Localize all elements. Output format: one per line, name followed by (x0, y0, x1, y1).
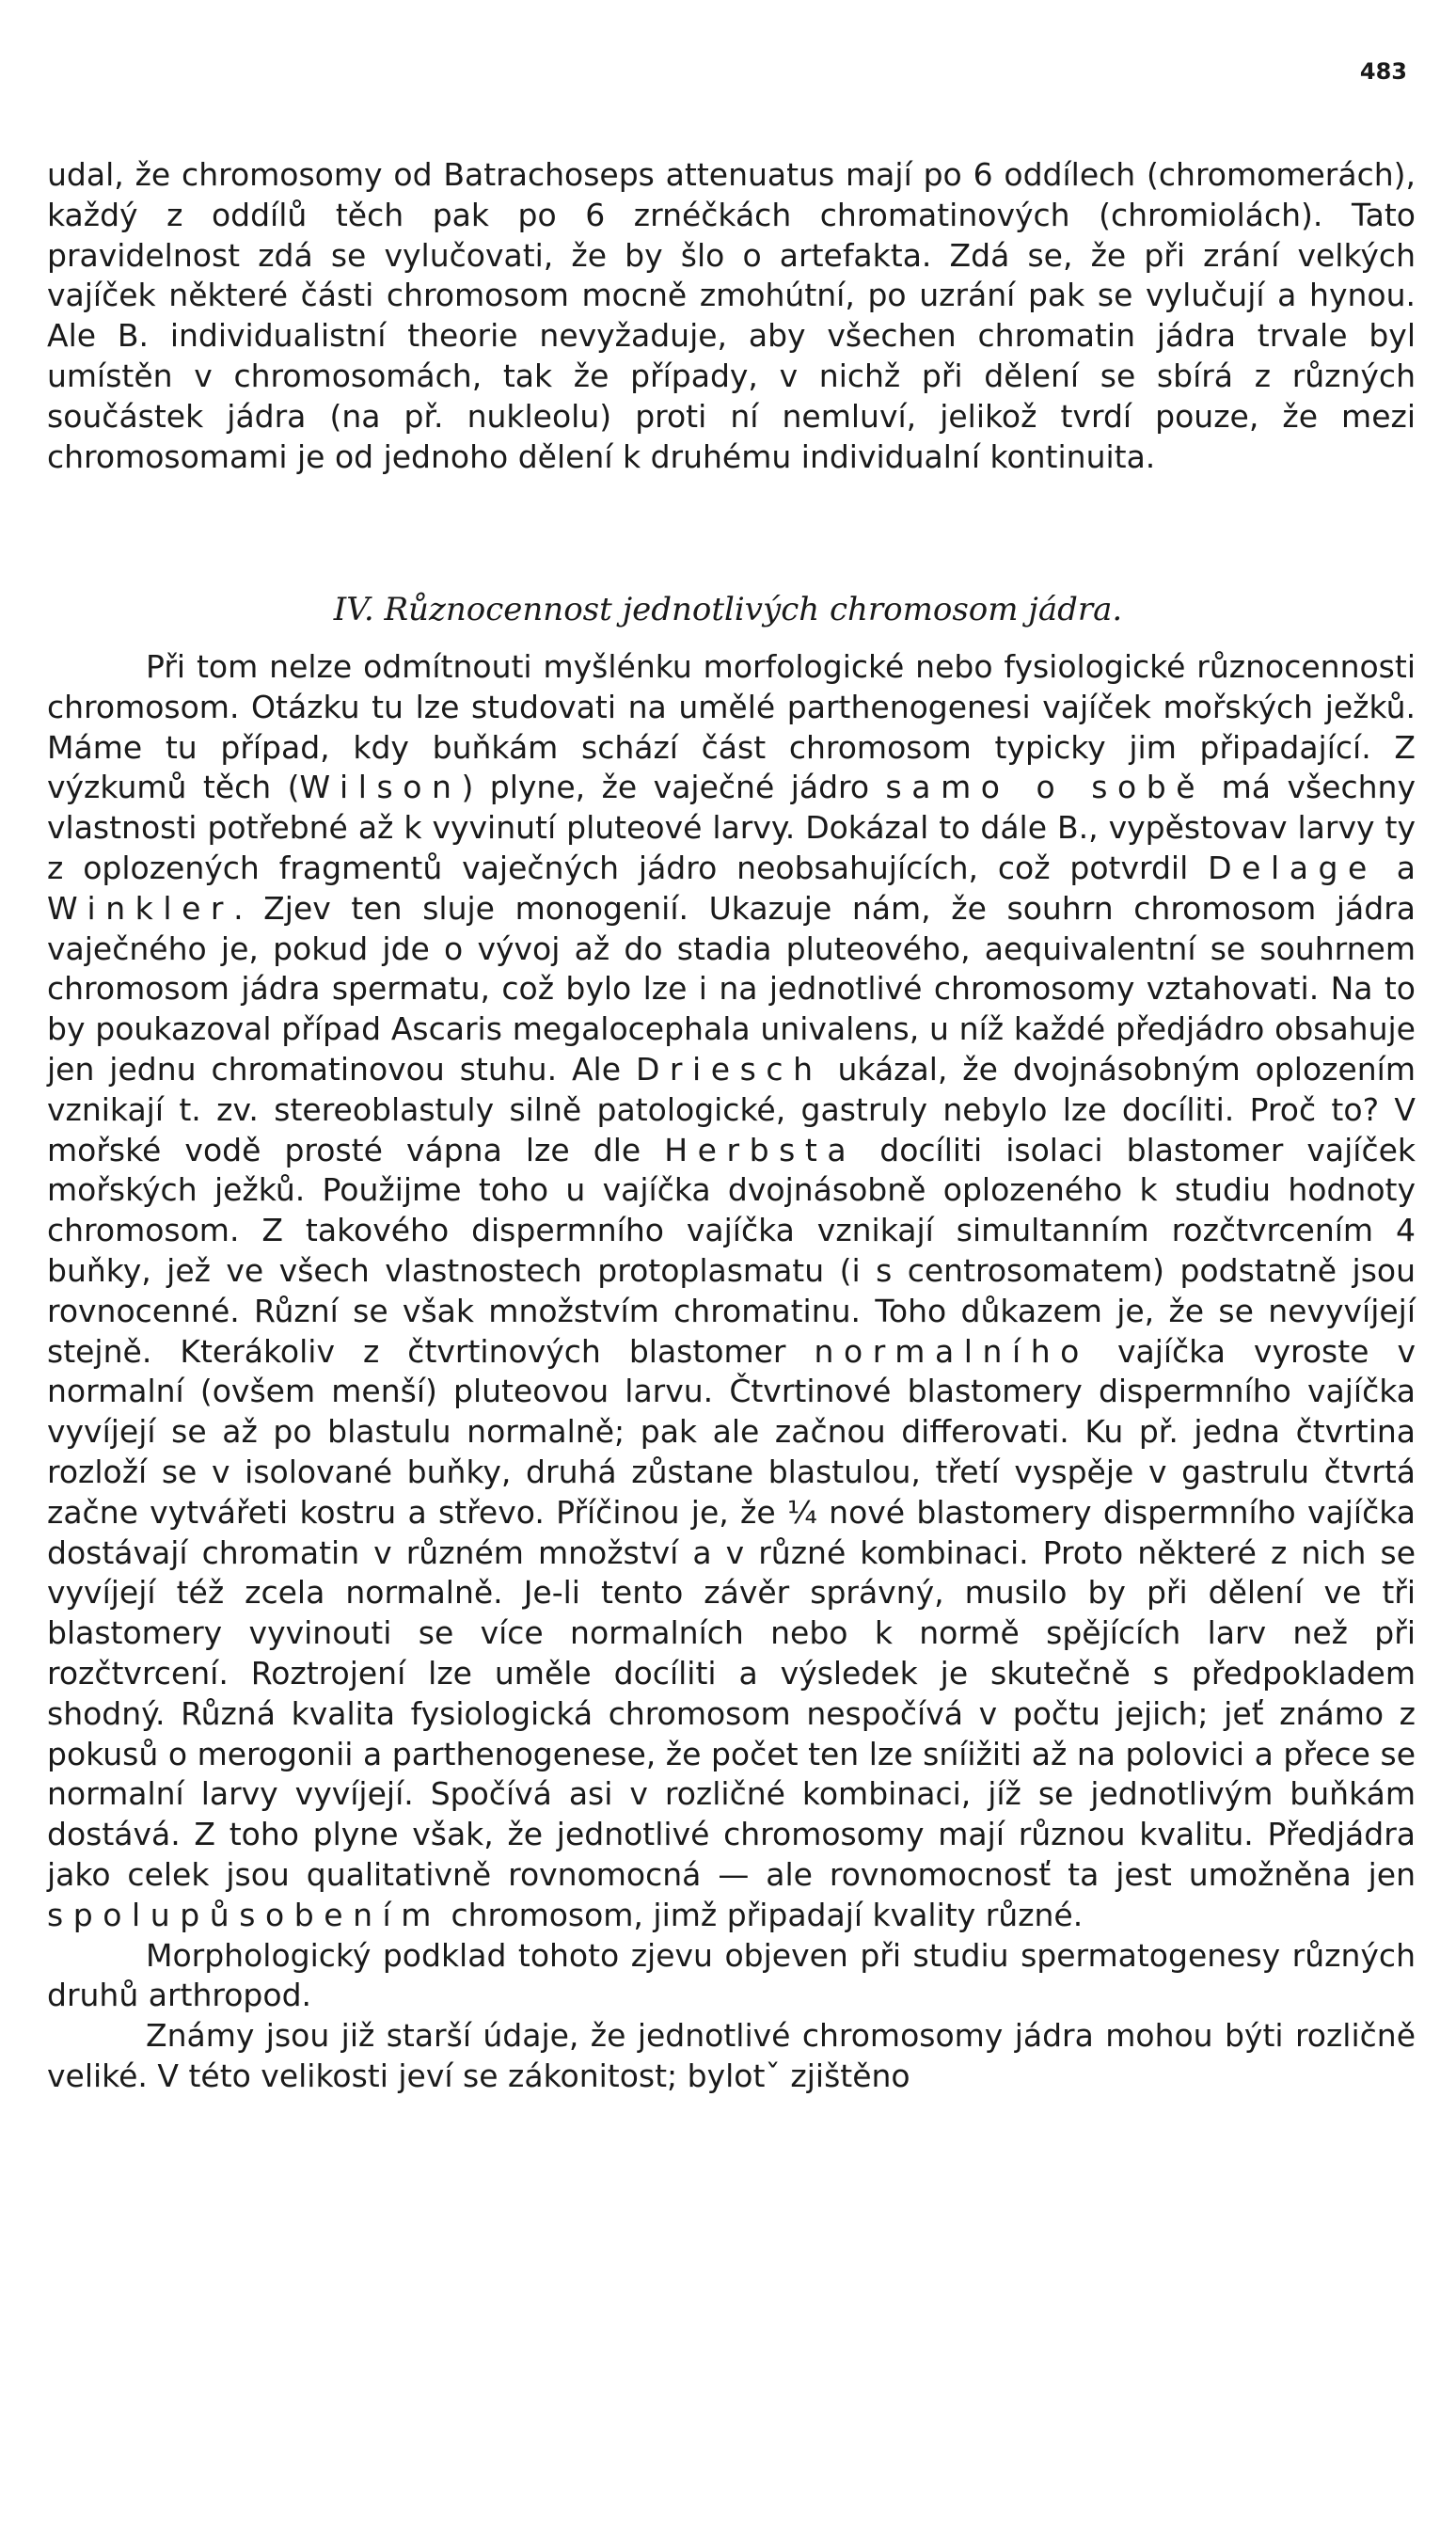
p2-text-8: vajíčka vyroste v normalní (ovšem menší) pluteovou larvu. Čtvrtinové blastomery dispermního vajíčka vyvíjejí se až po blastulu normalně; pak ale začnou differovati. Ku př. jedna čtvrtina rozloží se v isolované buňky, druhá zůstane blastulou, třetí vyspěje v gastrulu čtvrtá začne vytvářeti kostru a střevo. Příčinou je, že ¼ nové blastomery dispermního vajíčka dostávají chromatin v různém množství a v různé kombinaci. Proto některé z nich se vyvíjejí též zcela normalně. Je-li tento závěr správný, musilo by při dělení ve tři blastomery vyvinouti se více normalních nebo k normě spějících larv než při rozčtvrcení. Roztrojení lze uměle docíliti a výsledek je skutečně s předpokladem shodný. Různá kvalita fysiologická chromosom nespočívá v počtu jejich; jeť známo z pokusů o merogonii a parthenogenese, že počet ten lze sníižiti až na polovici a přece se normalní larvy vyvíjejí. Spočívá asi v rozličné kombinaci, jíž se jednotlivým buňkám dostává. Z toho plyne však, že jednotlivé chromosomy mají různou kvalitu. Předjádra jako celek jsou qualitativně rovnomocná — ale rovnomocnosť ta jest umožněna jen (47, 1332, 1416, 1893)
p2-text-4: a (1376, 849, 1416, 886)
p2-text-2: ) plyne, že vaječné jádro (461, 769, 886, 806)
p2-text-7: docíliti isolaci blastomer vajíček mořských ježků. Použijme toho u vajíčka dvojnásobně oplozeného k studiu hodnoty chromosom. Z takového dispermního vajíčka vznikají simultanním rozčtvrcením 4 buňky, jež ve všech vlastnostech protoplasmatu (i s centrosomatem) podstatně jsou rovnocenné. Různí se však množstvím chromatinu. Toho důkazem je, že se nevyvíjejí stejně. Kterákoliv z čtvrtinových blastomer (47, 1131, 1416, 1370)
p2-text-5: . Zjev ten sluje monogenií. Ukazuje nám, že souhrn chromosom jádra vaječného je, pokud jde o vývoj až do stadia pluteového, aequivalentní se souhrnem chromosom jádra spermatu, což bylo lze i na jednotlivé chromosomy vztahovati. Na to by poukazoval případ Ascaris megalocephala univalens, u níž každé předjádro obsahuje jen jednu chromatinovou stuhu. Ale (47, 889, 1416, 1088)
p2-text-6: ukázal, že dvojnásobným oplozením vznikají t. zv. stereoblastuly silně patologické, gastruly nebylo lze docíliti. Proč to? V mořské vodě prosté vápna lze dle (47, 1050, 1416, 1168)
author-wilson: Wilson (299, 769, 462, 806)
section-heading: IV. Různocennost jednotlivých chromosom jádra. (333, 591, 1123, 628)
text-block-main (47, 647, 1416, 2097)
p2-text-1: Při tom nelze odmítnouti myšlénku morfologické nebo fysiologické různocennosti chromosom. Otázku tu lze studovati na umělé parthenogenesi vajíček mořských ježků. Máme tu případ, kdy buňkám schází část chromosom typicky jim připadající. Z výzkumů těch ( (47, 648, 1416, 806)
author-herbst: Herbsta (664, 1131, 857, 1168)
paragraph-3: Morphologický podklad tohoto zjevu objeven při studiu spermatogenesy různých druhů arthropod. (47, 1936, 1416, 2014)
paragraph-1: udal, že chromosomy od Batrachoseps attenuatus mají po 6 oddílech (chromomerách), každý z oddílů těch pak po 6 zrnéčkách chromatinových (chromiolách). Tato pravidelnost zdá se vylučovati, že by šlo o artefakta. Zdá se, že při zrání velkých vajíček některé části chromosom mocně zmohútní, po uzrání pak se vylučují a hynou. Ale B. individualistní theorie nevyžaduje, aby všechen chromatin jádra trvale byl umístěn v chromosomách, tak že případy, v nichž při dělení se sbírá z různých součástek jádra (na př. nukleolu) proti ní nemluví, jelikož tvrdí pouze, že mezi chromosomami je od jednoho dělení k druhému individualní kontinuita. (47, 156, 1416, 475)
emphasis-spolupusobenim: spolupůsobením (47, 1896, 441, 1933)
paragraph-4: Známy jsou již starší údaje, že jednotlivé chromosomy jádra mohou býti rozličně veliké. V této velikosti jeví se zákonitost; bylotˇ zjištěno (47, 2017, 1416, 2094)
p2-text-3: má všechny vlastnosti potřebné až k vyvinutí pluteové larvy. Dokázal to dále B., vypěstovav larvy ty z oplozených fragmentů vaječných jádro neobsahujících, což potvrdil (47, 769, 1416, 886)
p2-text-9: chromosom, jimž připadají kvality různé. (440, 1896, 1084, 1933)
page-number: 483 (1359, 58, 1407, 85)
emphasis-normalniho: normalního (814, 1332, 1089, 1370)
text-block-top (47, 155, 1416, 477)
emphasis-samo-o-sobe: samo o sobě (885, 769, 1206, 806)
author-winkler: Winkler (47, 889, 234, 927)
author-driesch: Driesch (635, 1050, 823, 1088)
author-delage: Delage (1208, 849, 1377, 886)
paragraph-2 (47, 647, 1416, 1936)
